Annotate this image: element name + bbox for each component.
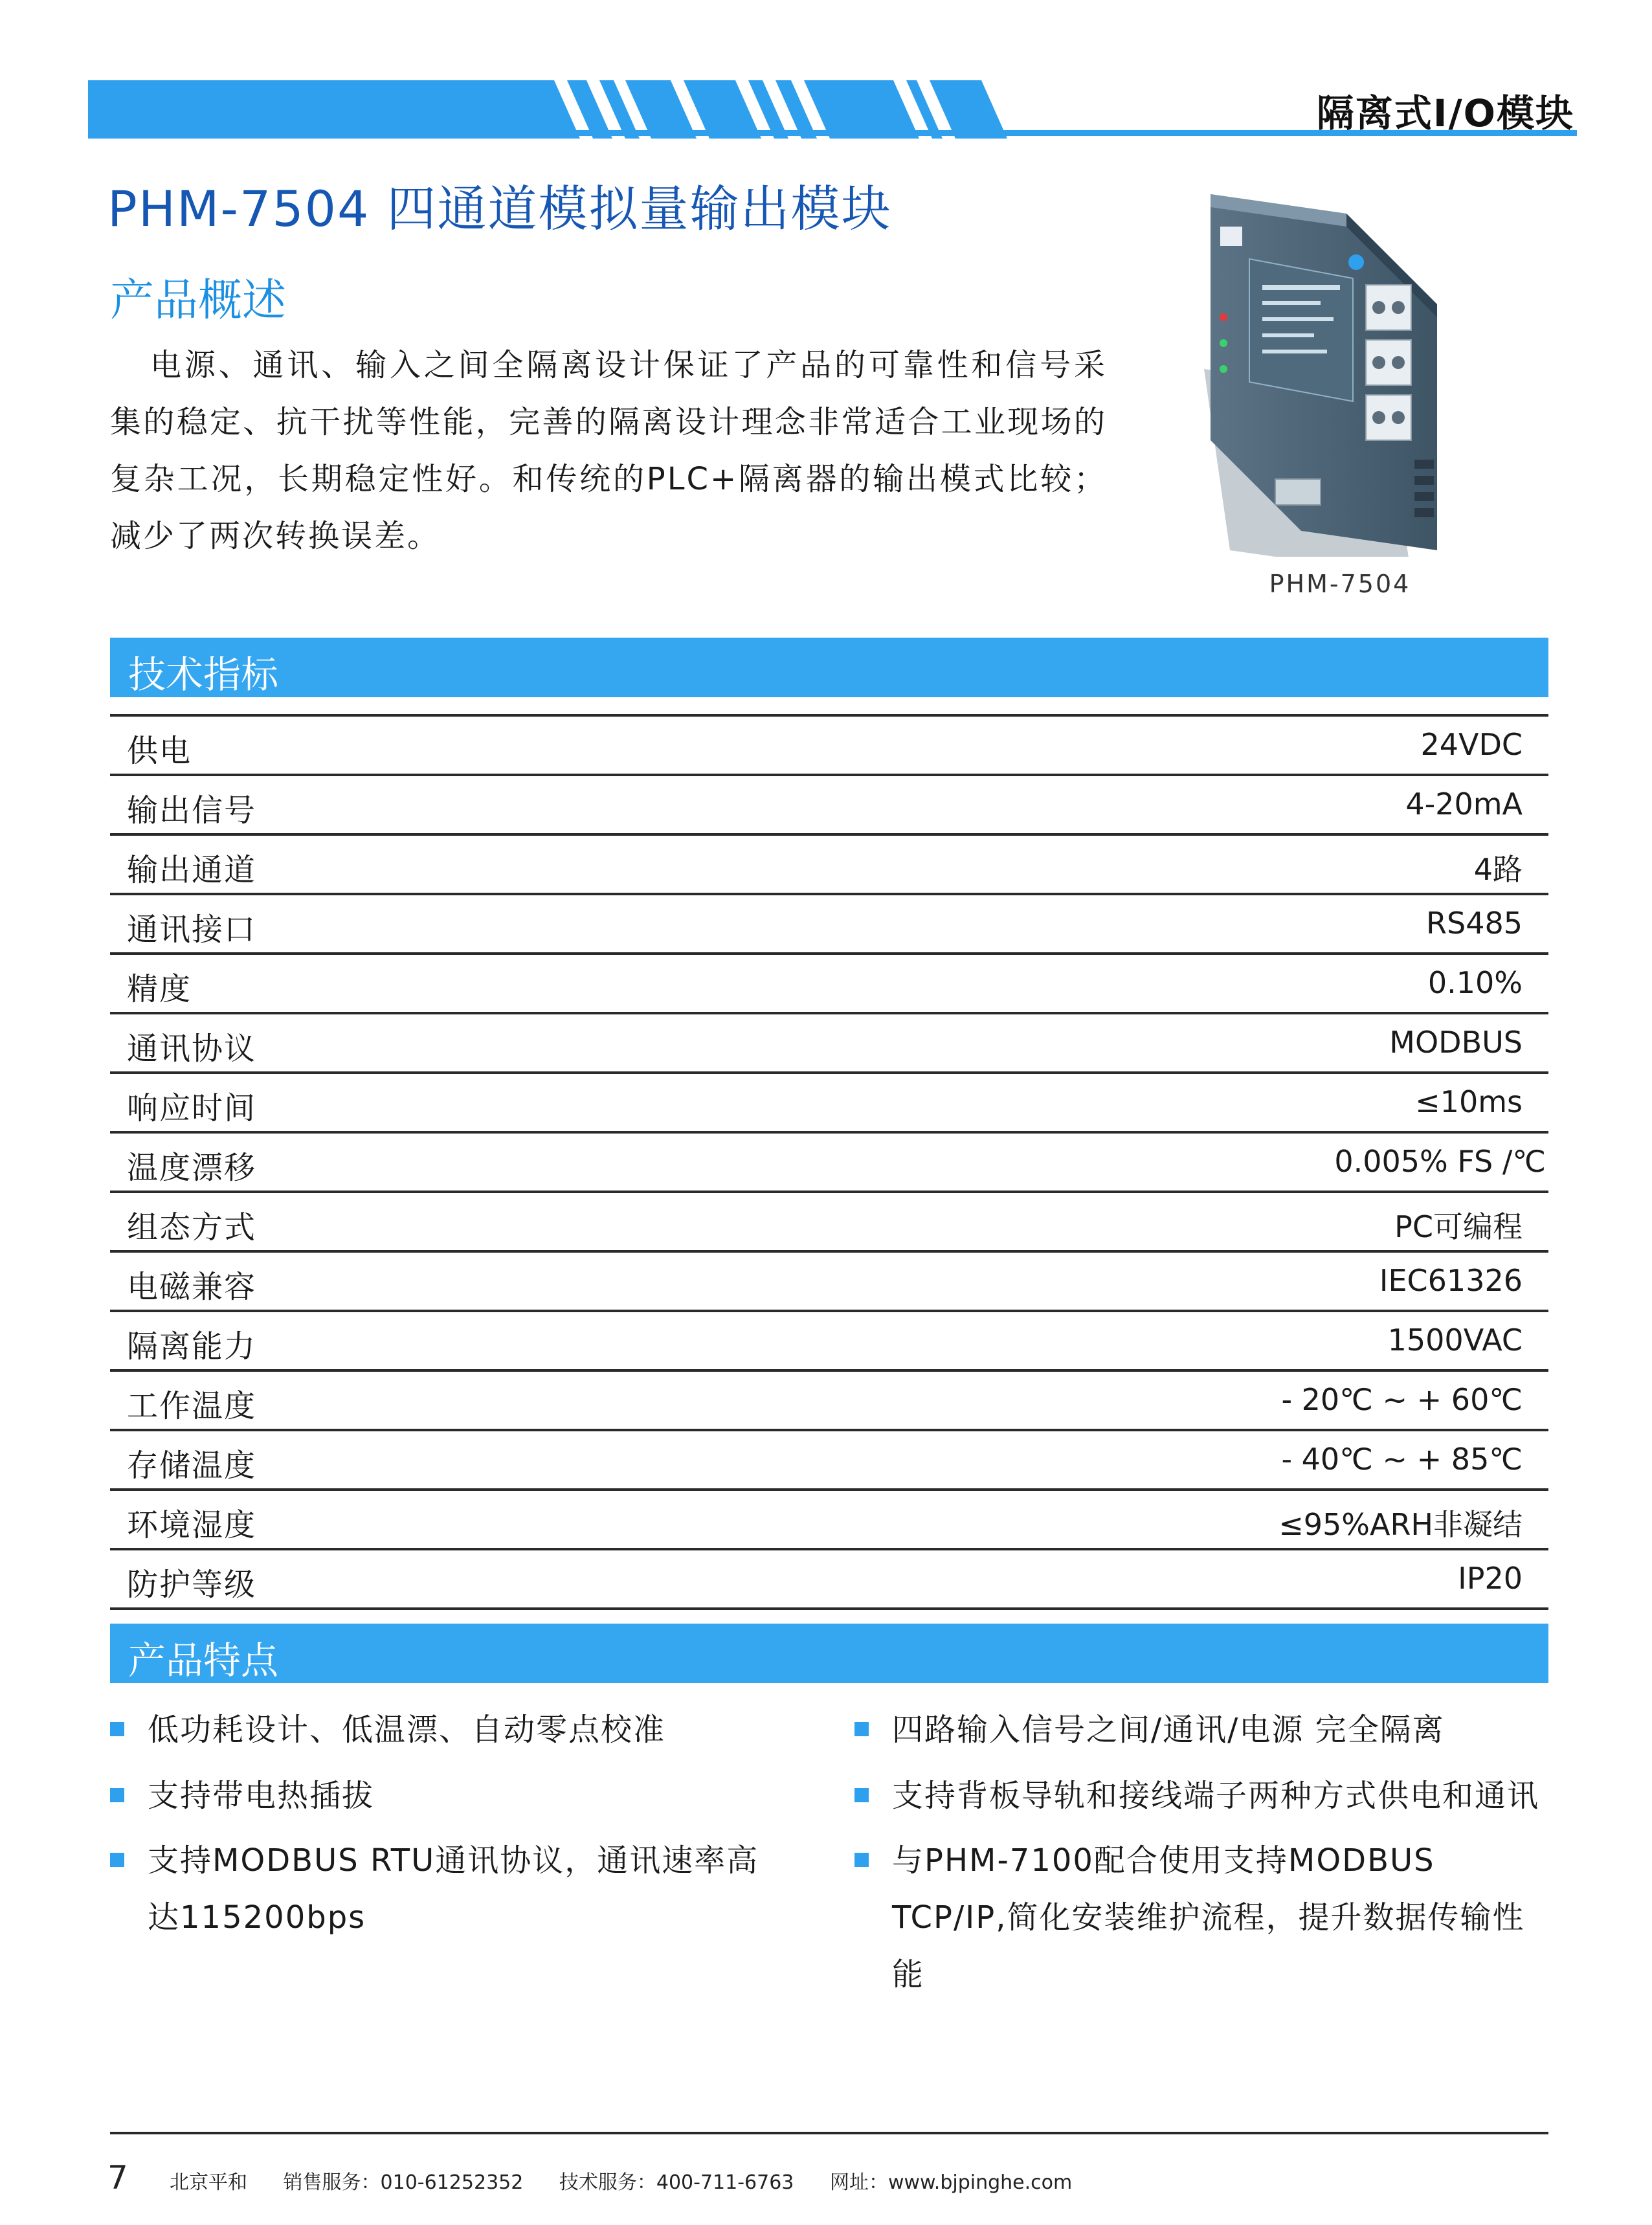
spec-label: 隔离能力 [127, 1328, 257, 1365]
feature-text: 支持带电热插拔 [148, 1778, 375, 1814]
spec-label: 精度 [127, 971, 192, 1007]
footer-company: 北京平和 [170, 2171, 247, 2194]
spec-label: 组态方式 [127, 1209, 257, 1246]
spec-label: 响应时间 [127, 1090, 257, 1126]
spec-value: 4路 [1473, 852, 1523, 887]
spec-value: RS485 [1426, 906, 1523, 941]
feature-text: 四路输入信号之间/通讯/电源 完全隔离 [892, 1712, 1445, 1748]
spec-value: ≤10ms [1415, 1084, 1523, 1119]
feature-item [110, 1832, 790, 1946]
footer-rule [110, 2132, 1548, 2134]
product-caption: PHM-7504 [1269, 570, 1411, 598]
feature-text: 低功耗设计、低温漂、自动零点校准 [148, 1712, 666, 1748]
feature-text: 支持MODBUS RTU通讯协议，通讯速率高达115200bps [148, 1842, 759, 1936]
table-row [110, 776, 1548, 836]
table-row [110, 1431, 1548, 1491]
spec-value: 24VDC [1420, 727, 1523, 762]
spec-value: 0.005% FS /℃ [1334, 1144, 1546, 1179]
spec-value: 0.10% [1427, 965, 1523, 1000]
spec-label: 存储温度 [127, 1448, 257, 1484]
spec-value: ≤95%ARH非凝结 [1278, 1507, 1523, 1542]
spec-value: 4-20mA [1405, 787, 1523, 822]
spec-label: 通讯协议 [127, 1031, 257, 1067]
footer-tech: 技术服务：400-711-6763 [559, 2171, 794, 2194]
feature-item [854, 1832, 1554, 2003]
table-row [110, 717, 1548, 776]
feature-text: 与PHM-7100配合使用支持MODBUS TCP/IP,简化安装维护流程，提升数据传输性能 [892, 1842, 1525, 1993]
specs-heading: 技术指标 [128, 653, 279, 697]
spec-value: IP20 [1458, 1561, 1523, 1596]
feature-text: 支持背板导轨和接线端子两种方式供电和通讯 [892, 1778, 1540, 1814]
spec-value: - 40℃ ~ + 85℃ [1281, 1442, 1523, 1477]
feature-item [110, 1767, 790, 1824]
overview-heading: 产品概述 [110, 275, 287, 326]
bullet-icon [110, 1853, 124, 1867]
spec-value: 1500VAC [1387, 1323, 1523, 1358]
table-rule [110, 1607, 1548, 1610]
bullet-icon [854, 1788, 869, 1802]
bullet-icon [854, 1722, 869, 1736]
spec-value: - 20℃ ~ + 60℃ [1281, 1382, 1523, 1417]
table-row [110, 955, 1548, 1014]
footer-website[interactable]: 网址：www.bjpinghe.com [829, 2171, 1073, 2194]
table-row [110, 1014, 1548, 1074]
product-image [1191, 188, 1463, 557]
page-title: PHM-7504 四通道模拟量输出模块 [107, 180, 892, 238]
table-row [110, 1193, 1548, 1253]
table-row [110, 1372, 1548, 1431]
spec-label: 环境湿度 [127, 1507, 257, 1543]
specs-section-header [110, 638, 1548, 697]
table-row [110, 1253, 1548, 1312]
spec-label: 电磁兼容 [127, 1269, 257, 1305]
table-row [110, 1074, 1548, 1134]
footer-info [170, 2166, 1102, 2195]
table-row [110, 1134, 1548, 1193]
spec-label: 温度漂移 [127, 1150, 257, 1186]
spec-label: 输出信号 [127, 792, 257, 829]
footer-sales: 销售服务：010-61252352 [283, 2171, 524, 2194]
spec-value: IEC61326 [1379, 1263, 1523, 1298]
bullet-icon [110, 1722, 124, 1736]
table-row [110, 1491, 1548, 1550]
spec-label: 工作温度 [127, 1388, 257, 1424]
table-row [110, 1550, 1548, 1610]
spec-value: PC可编程 [1394, 1209, 1523, 1244]
table-row [110, 1312, 1548, 1372]
features-heading: 产品特点 [128, 1638, 279, 1683]
bullet-icon [854, 1853, 869, 1867]
spec-value: MODBUS [1389, 1025, 1523, 1060]
page-number: 7 [107, 2159, 128, 2197]
table-row [110, 836, 1548, 895]
spec-label: 防护等级 [127, 1567, 257, 1603]
table-row [110, 895, 1548, 955]
features-section-header [110, 1624, 1548, 1683]
spec-label: 通讯接口 [127, 911, 257, 948]
feature-item [854, 1767, 1554, 1824]
spec-label: 输出通道 [127, 852, 257, 888]
category-label: 隔离式I/O模块 [1316, 91, 1574, 135]
spec-label: 供电 [127, 733, 192, 769]
feature-item [110, 1701, 790, 1758]
overview-paragraph: 电源、通讯、输入之间全隔离设计保证了产品的可靠性和信号采集的稳定、抗干扰等性能，完善的隔离设计理念非常适合工业现场的复杂工况，长期稳定性好。和传统的PLC+隔离器的输出模式比较；减少了两次转换误差。 [110, 347, 1107, 554]
bullet-icon [110, 1788, 124, 1802]
feature-item [854, 1701, 1554, 1758]
